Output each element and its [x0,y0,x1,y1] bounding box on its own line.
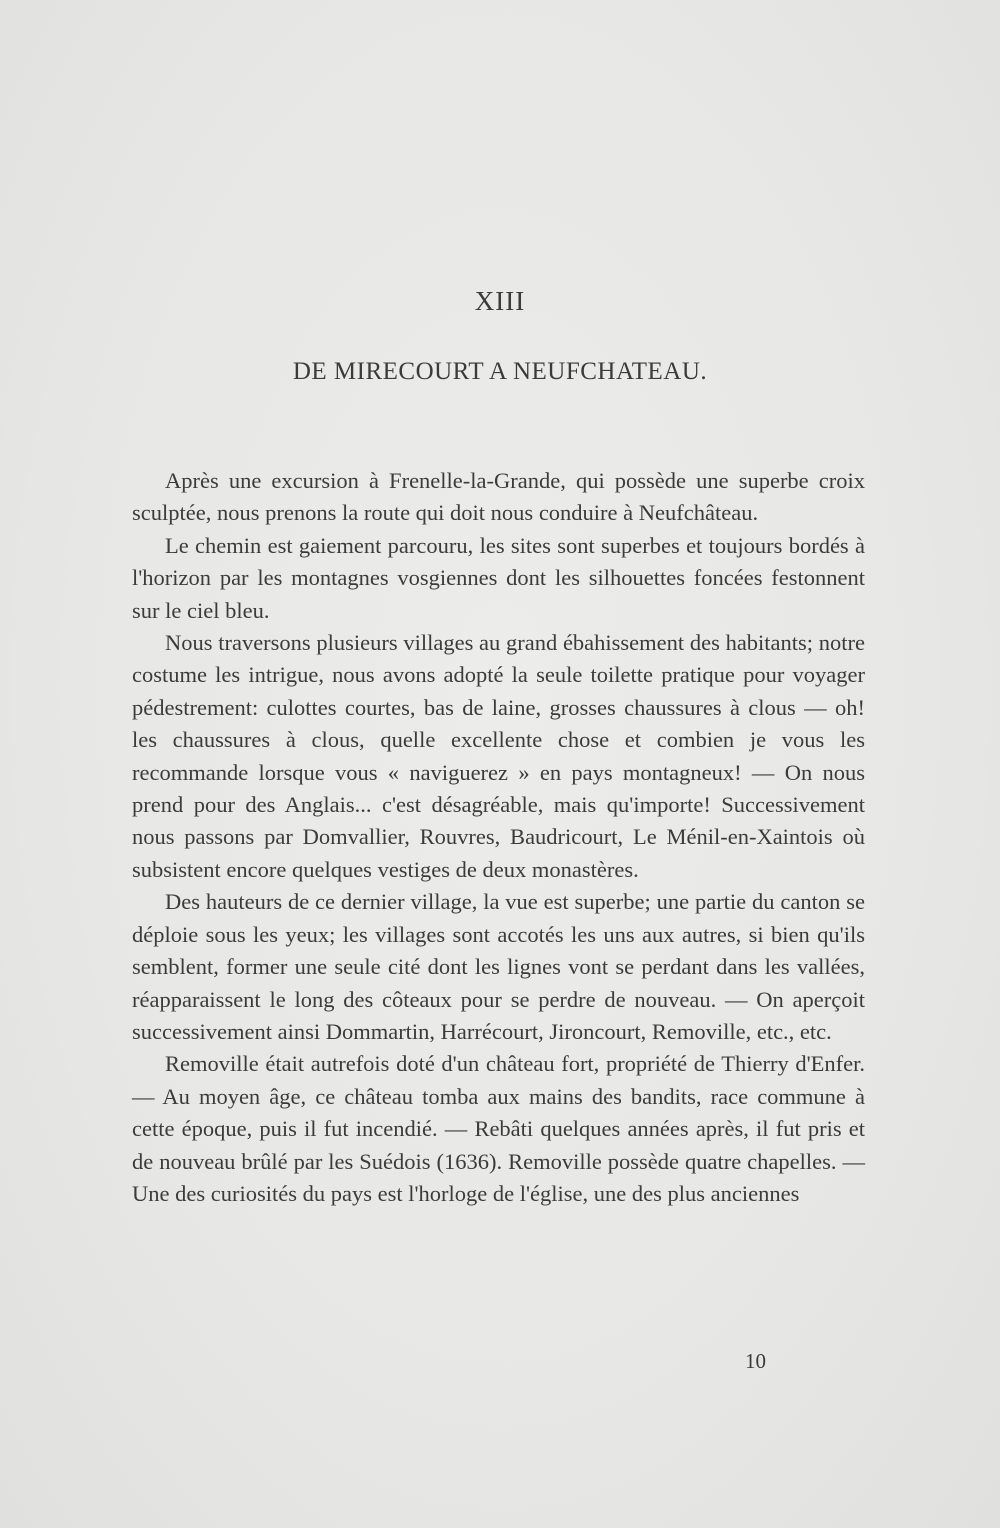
paragraph: Le chemin est gaiement parcouru, les sites sont superbes et toujours bordés à l'horizon par les montagnes vosgiennes dont les silhouettes foncées festonnent sur le ciel bleu. [132,532,865,623]
page-number: 10 [745,1349,766,1373]
paragraph: Nous traversons plusieurs villages au grand ébahissement des habitants; notre costume les intrigue, nous avons adopté la seule toilette pratique pour voyager pédestrement: culottes courtes, bas de laine, grosses chaussures à clous — oh! les chaussures à clous, quelle excellente chose et combien je vous les recommande lorsque vous « naviguerez » en pays montagneux! — On nous prend pour des Anglais... c'est désagréable, mais qu'importe! Successivement nous passons par Domvallier, Rouvres, Baudricourt, Le Ménil-en-Xaintois où subsistent encore quelques vestiges de deux monastères. [132,630,865,882]
paragraph: Removille était autrefois doté d'un château fort, propriété de Thierry d'Enfer. — Au moyen âge, ce château tomba aux mains des bandits, race commune à cette époque, puis il fut incendié. — Rebâti quelques années après, il fut pris et de nouveau brûlé par les Suédois (1636). Removille possède quatre chapelles. — Une des curiosités du pays est l'horloge de l'église, une des plus anciennes [132,1051,865,1206]
chapter-title: DE MIRECOURT A NEUFCHATEAU. [292,358,708,385]
paragraph: Des hauteurs de ce dernier village, la vue est superbe; une partie du canton se déploie sous les yeux; les villages sont accotés les uns aux autres, si bien qu'ils semblent, former une seule cité dont les lignes vont se perdant dans les vallées, réapparaissent le long des côteaux pour se perdre de nouveau. — On aperçoit successivement ainsi Dommartin, Harrécourt, Jironcourt, Removille, etc., etc. [132,889,865,1044]
body-text [132,465,865,1210]
paragraph: Après une excursion à Frenelle-la-Grande, qui possède une superbe croix sculptée, nous prenons la route qui doit nous conduire à Neufchâteau. [132,468,865,526]
chapter-number: XIII [474,286,526,316]
